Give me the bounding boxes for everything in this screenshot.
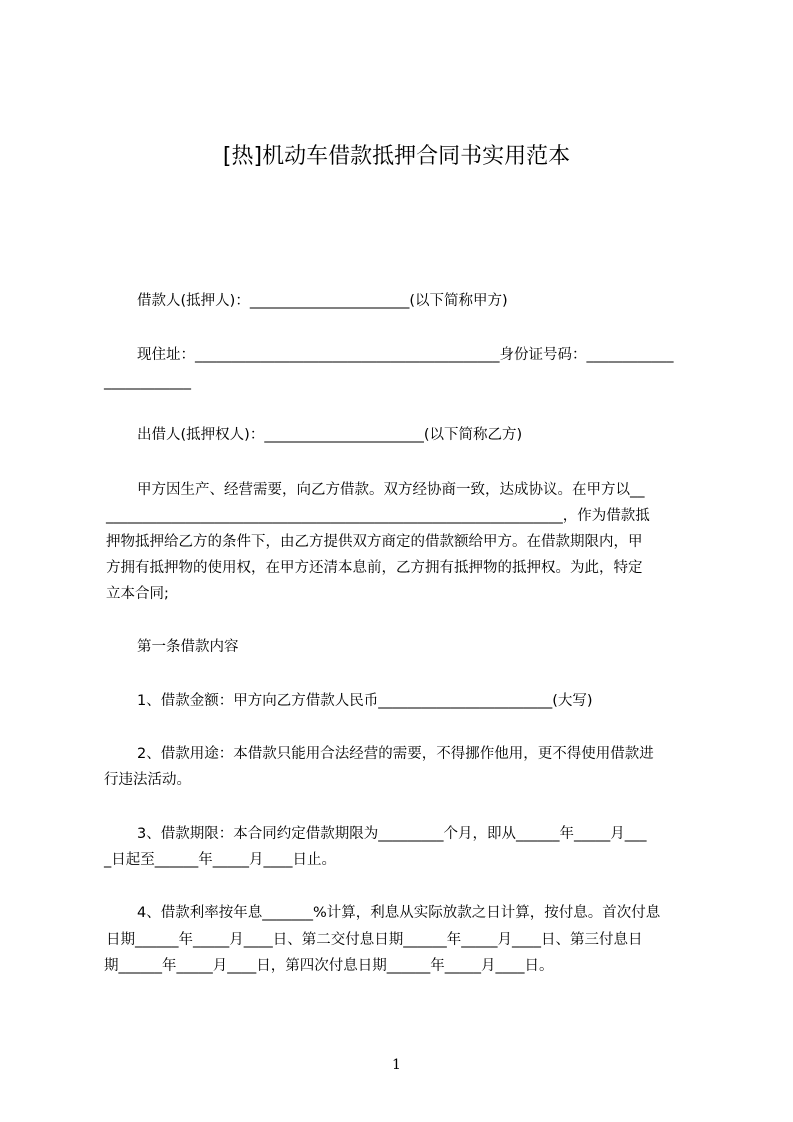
address-line-continued: ____________	[104, 374, 191, 390]
borrower-line: 借款人(抵押人)：______________________(以下简称甲方)	[137, 293, 508, 309]
address-line: 现住址：__________________________________________身份证号码：____________	[137, 347, 674, 363]
loan-purpose-clause: 2、借款用途：本借款只能用合法经营的需要，不得挪作他用，更不得使用借款进	[137, 746, 654, 762]
interest-rate-clause-continued: 日期______年_____月____日、第二交付息日期______年_____月____日、第三付息日	[106, 932, 643, 948]
loan-purpose-clause-continued: 行违法活动。	[104, 772, 191, 788]
loan-term-clause-continued: _日起至______年_____月____日止。	[104, 852, 336, 868]
intro-paragraph-line: _______________________________________________________________，作为借款抵	[106, 508, 650, 524]
lender-line: 出借人(抵押权人)：______________________(以下简称乙方)	[137, 427, 523, 443]
intro-paragraph-line: 押物抵押给乙方的条件下，由乙方提供双方商定的借款额给甲方。在借款期限内，甲	[106, 534, 643, 550]
page-title: [热]机动车借款抵押合同书实用范本	[222, 144, 571, 169]
intro-paragraph-line: 甲方因生产、经营需要，向乙方借款。双方经协商一致，达成协议。在甲方以__	[137, 482, 645, 498]
interest-rate-clause-continued: 期______年_____月____日，第四次付息日期______年_____月____日。	[104, 958, 554, 974]
loan-term-clause: 3、借款期限：本合同约定借款期限为_________个月，即从______年_____月___	[137, 826, 647, 842]
loan-amount-clause: 1、借款金额：甲方向乙方借款人民币________________________(大写)	[137, 693, 593, 709]
intro-paragraph-line: 立本合同;	[106, 586, 169, 602]
article-1-heading: 第一条借款内容	[137, 639, 239, 655]
page-number: 1	[392, 1057, 401, 1073]
intro-paragraph-line: 方拥有抵押物的使用权，在甲方还清本息前，乙方拥有抵押物的抵押权。为此，特定	[106, 560, 643, 576]
interest-rate-clause: 4、借款利率按年息_______%计算，利息从实际放款之日计算，按付息。首次付息	[137, 905, 661, 921]
